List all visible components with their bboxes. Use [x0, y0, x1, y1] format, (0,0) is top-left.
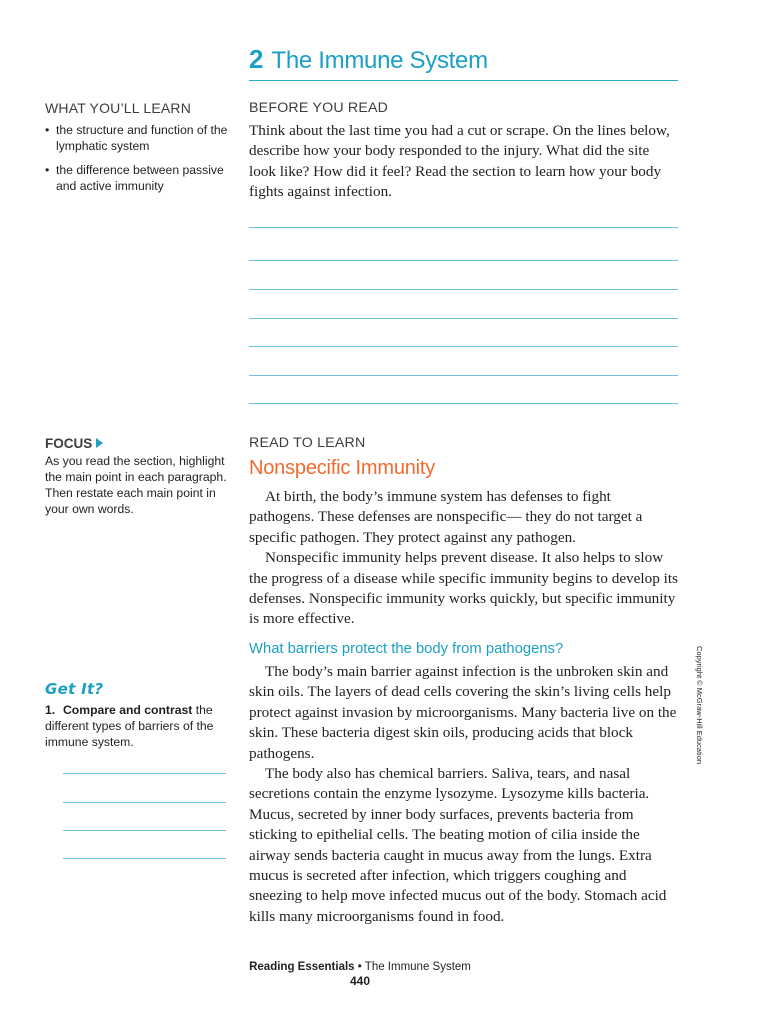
focus-text: As you read the section, highlight the main point in each paragraph. Then restate each main point in your own words. [45, 454, 227, 516]
writing-line[interactable] [249, 403, 678, 404]
footer-separator: • [354, 961, 365, 973]
read-to-learn-heading: READ TO LEARN [249, 435, 366, 451]
chapter-title: The Immune System [271, 47, 488, 74]
chapter-number: 2 [249, 44, 264, 74]
question-number: 1. [45, 703, 56, 717]
copyright-notice [690, 646, 710, 776]
paragraph: At birth, the body’s immune system has defenses to fight pathogens. These defenses are nonspecific— they do not target a specific pathogen. They protect against any pathogen. [249, 488, 643, 546]
footer-section: The Immune System [364, 961, 471, 973]
copyright-text: Copyright © McGraw-Hill Education [695, 646, 704, 765]
get-it-heading: Get It? [45, 680, 104, 698]
footer-book: Reading Essentials [249, 961, 355, 973]
nonspecific-immunity-heading: Nonspecific Immunity [249, 457, 436, 479]
page-title [249, 44, 678, 81]
learn-heading: WHAT YOU’LL LEARN [45, 100, 192, 116]
answer-line[interactable] [63, 773, 226, 774]
paragraph: Nonspecific immunity helps prevent disease. It also helps to slow the progress of a disease while specific immunity begins to develop its defenses. Nonspecific immunity works quickly, but specific immunity is more effective. [249, 549, 678, 628]
before-read-text: Think about the last time you had a cut or scrape. On the lines below, describe how your body responded to the injury. What did the site look like? How did it feel? Read the section to learn how your body fights against infection. [249, 122, 670, 201]
barriers-body [249, 662, 679, 927]
answer-line[interactable] [63, 802, 226, 803]
focus-heading [45, 436, 103, 451]
page-number: 440 [349, 974, 371, 988]
question-prompt-rest: the different types of barriers of the immune system. [45, 703, 214, 749]
list-item: • the difference between passive and active immunity [45, 162, 230, 194]
before-read-heading: BEFORE YOU READ [249, 100, 389, 116]
learn-list [45, 122, 230, 202]
play-arrow-icon [96, 438, 103, 448]
writing-line[interactable] [249, 318, 678, 319]
barriers-question-heading: What barriers protect the body from pathogens? [249, 641, 564, 657]
writing-line[interactable] [249, 375, 678, 376]
footer [230, 961, 490, 973]
writing-line[interactable] [249, 289, 678, 290]
answer-line[interactable] [63, 858, 226, 859]
list-item: • the structure and function of the lymphatic system [45, 122, 230, 154]
paragraph: The body also has chemical barriers. Saliva, tears, and nasal secretions contain the enzyme lysozyme. Lysozyme kills bacteria. Mucus, secreted by inner body surfaces, prevents bacteria from sticking to epithelial cells. The beating motion of cilia inside the airway sends bacteria caught in mucus away from the lungs. Extra mucus is secreted after infection, which triggers coughing and sneezing to help move infected mucus out of the body. Stomach acid kills many microorganisms found in food. [249, 765, 667, 925]
writing-line[interactable] [249, 260, 678, 261]
writing-line[interactable] [249, 227, 678, 228]
nonspecific-body [249, 487, 679, 630]
focus-label: FOCUS [45, 436, 93, 451]
paragraph: The body’s main barrier against infection is the unbroken skin and skin oils. The layers of dead cells covering the skin’s living cells help protect against invasion by microorganisms. Many bacteria live on the skin. These bacteria digest skin oils, producing acids that block pathogens. [249, 663, 677, 762]
answer-line[interactable] [63, 830, 226, 831]
question-prompt-bold: Compare and contrast [63, 703, 193, 717]
question-1 [45, 702, 230, 750]
writing-line[interactable] [249, 346, 678, 347]
